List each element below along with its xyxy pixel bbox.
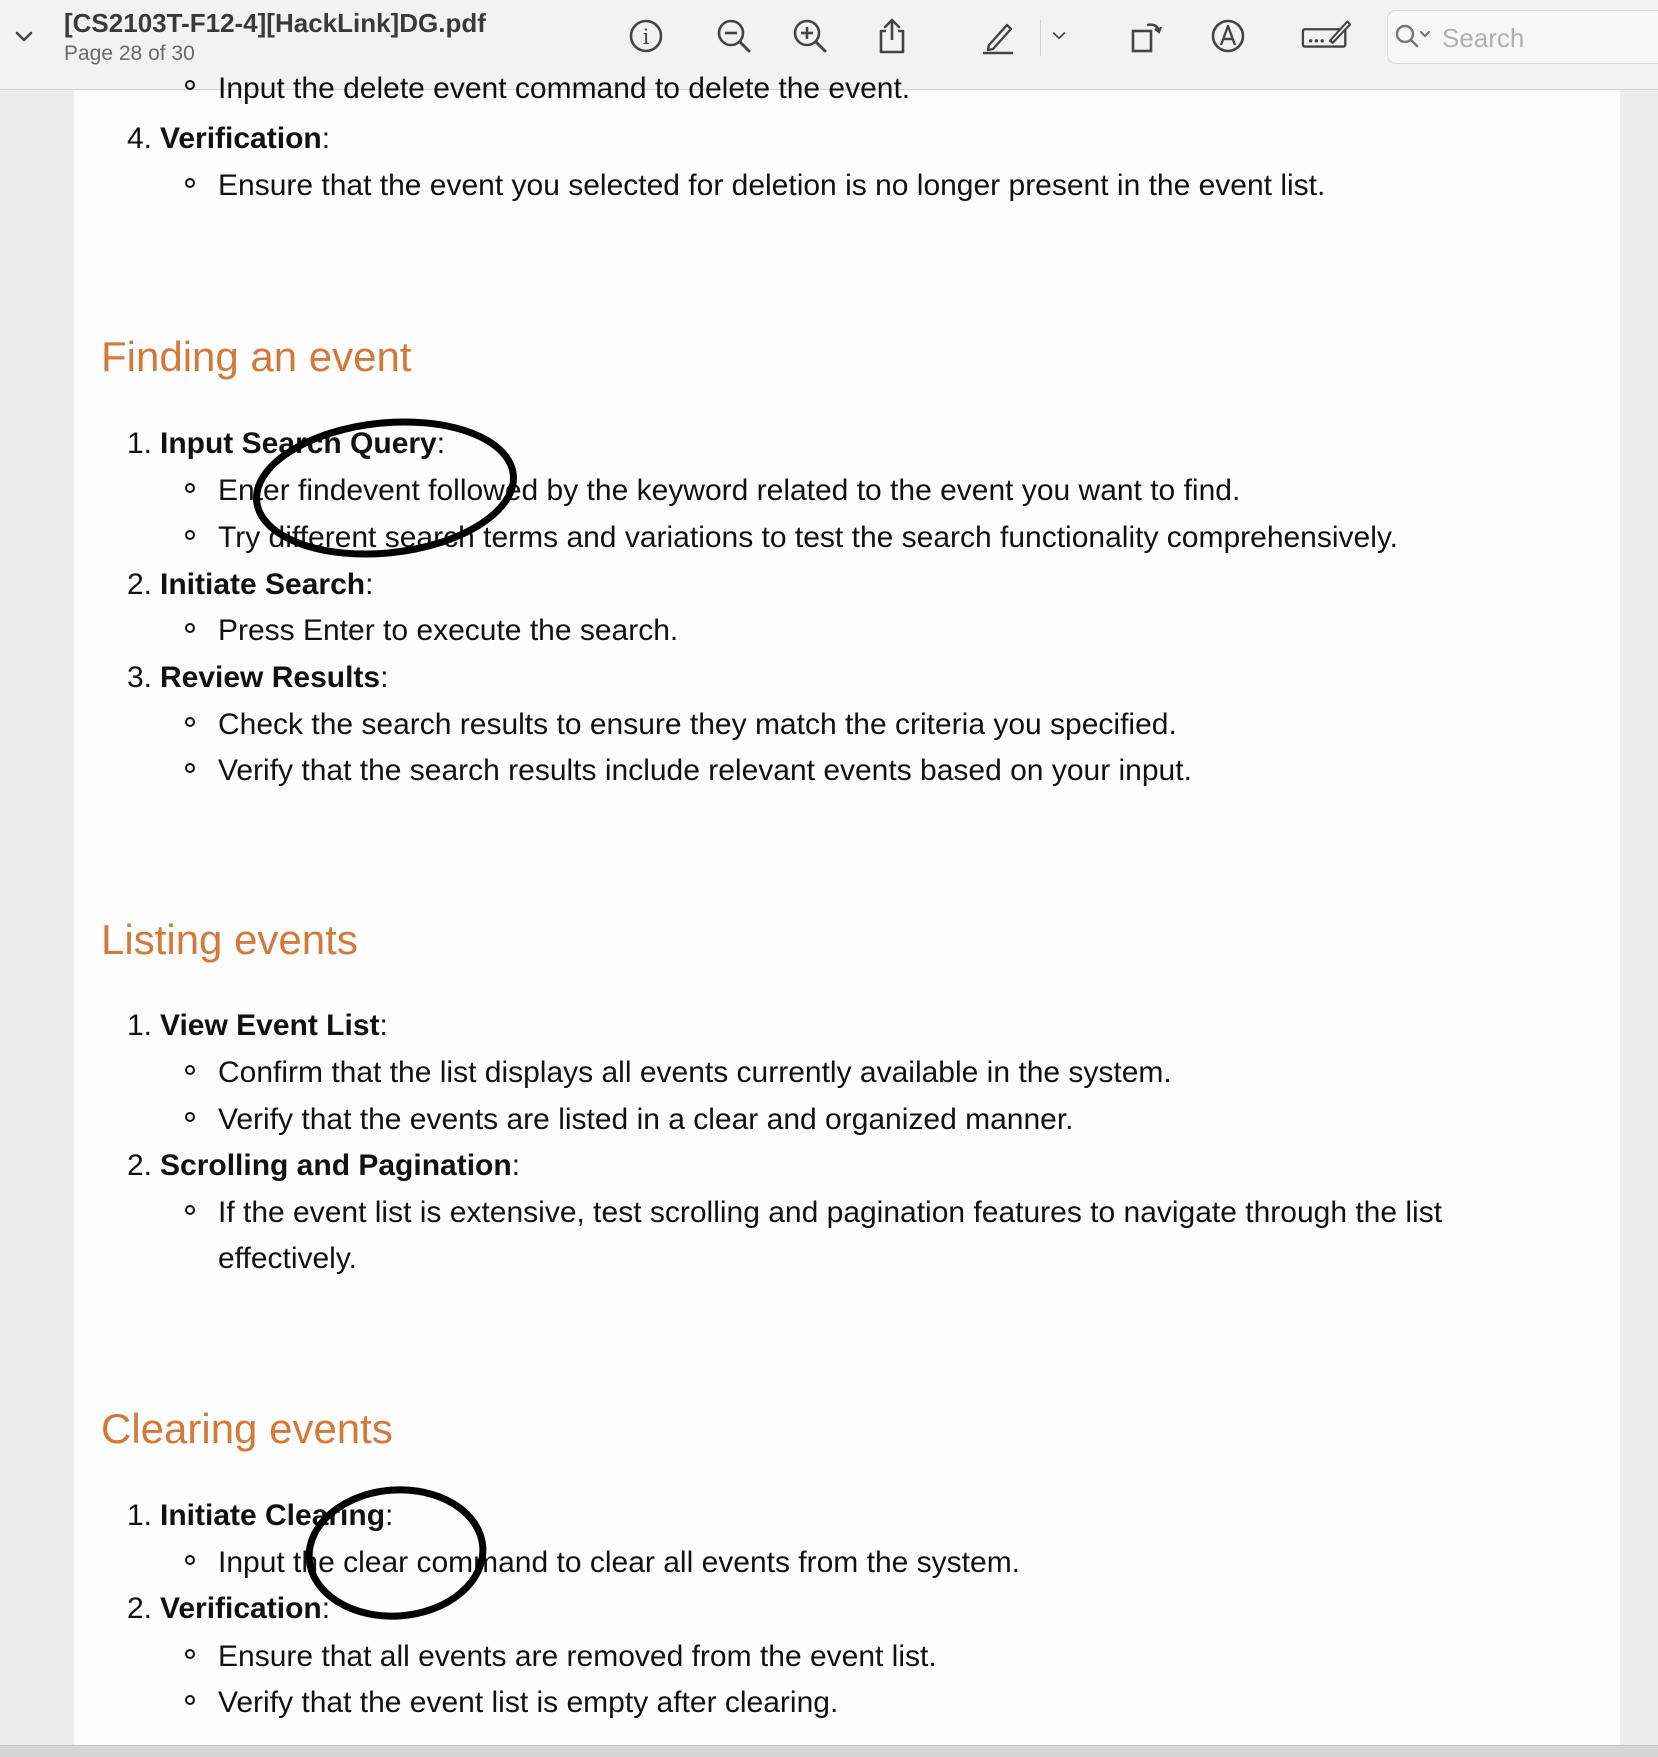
list-number: 1.	[127, 1499, 153, 1532]
list-item-title: Verification:	[160, 1592, 331, 1625]
bullet-marker	[185, 80, 195, 90]
list-bullet: Press Enter to execute the search.	[218, 614, 679, 647]
section-heading: Finding an event	[101, 333, 412, 380]
list-number: 2.	[127, 568, 153, 601]
list-bullet: Input the clear command to clear all events from the system.	[218, 1546, 1021, 1579]
bullet-marker	[185, 763, 195, 773]
bottom-edge	[0, 1745, 1658, 1757]
list-bullet: Enter findevent followed by the keyword related to the event you want to find.	[218, 474, 1241, 507]
list-bullet: Verify that the search results include relevant events based on your input.	[218, 754, 1192, 787]
search-field[interactable]	[1387, 10, 1658, 64]
annotate-icon[interactable]	[1206, 14, 1250, 58]
list-number: 1.	[127, 1009, 153, 1042]
form-signature-icon[interactable]	[1300, 14, 1354, 58]
page-indicator: Page 28 of 30	[64, 42, 195, 65]
share-icon[interactable]	[870, 14, 914, 58]
list-number: 3.	[127, 661, 153, 694]
bullet-marker	[185, 483, 195, 493]
bullet-marker	[185, 1695, 195, 1705]
search-input[interactable]	[1440, 19, 1658, 57]
markup-pen-icon[interactable]	[976, 14, 1020, 58]
zoom-out-icon[interactable]	[712, 14, 756, 58]
zoom-in-icon[interactable]	[788, 14, 832, 58]
list-number: 2.	[127, 1592, 153, 1625]
sidebar-toggle-chevron-icon[interactable]	[12, 24, 36, 48]
markup-options-chevron-icon[interactable]	[1044, 14, 1074, 58]
page-content	[74, 72, 1620, 1745]
list-bullet: Ensure that all events are removed from the event list.	[218, 1640, 937, 1673]
list-item-title: View Event List:	[160, 1009, 388, 1042]
svg-text:i: i	[642, 25, 650, 49]
list-number: 4.	[127, 122, 153, 155]
toolbar-separator	[1040, 20, 1041, 56]
bullet-marker	[185, 1649, 195, 1659]
list-item-title: Review Results:	[160, 661, 389, 694]
bullet-marker	[185, 1112, 195, 1122]
list-bullet: Try different search terms and variations to test the search functionality comprehensively.	[218, 521, 1398, 554]
document-title: [CS2103T-F12-4][HackLink]DG.pdf	[64, 8, 486, 38]
pdf-page	[74, 72, 1620, 1745]
rotate-icon[interactable]	[1124, 14, 1168, 58]
list-bullet-continuation: effectively.	[218, 1242, 357, 1275]
list-bullet: Ensure that the event you selected for deletion is no longer present in the event list.	[218, 169, 1326, 202]
list-bullet: Verify that the event list is empty after clearing.	[218, 1686, 839, 1719]
list-bullet: Verify that the events are listed in a clear and organized manner.	[218, 1103, 1074, 1136]
list-item-title: Input Search Query:	[160, 427, 446, 460]
section-heading: Listing events	[101, 916, 358, 963]
list-number: 1.	[127, 427, 153, 460]
list-bullet: Confirm that the list displays all events currently available in the system.	[218, 1056, 1172, 1089]
list-bullet-cut: Input the delete event command to delete the event.	[218, 72, 911, 105]
list-bullet: Check the search results to ensure they match the criteria you specified.	[218, 708, 1177, 741]
bullet-marker	[185, 530, 195, 540]
search-icon	[1394, 23, 1434, 51]
list-item-title: Scrolling and Pagination:	[160, 1149, 521, 1182]
list-item-title: Verification:	[160, 122, 331, 155]
list-item-title: Initiate Search:	[160, 568, 374, 601]
list-number: 2.	[127, 1149, 153, 1182]
section-heading: Clearing events	[101, 1405, 393, 1452]
bullet-marker	[185, 1555, 195, 1565]
bullet-marker	[185, 623, 195, 633]
bullet-marker	[185, 178, 195, 188]
info-icon[interactable]	[624, 14, 668, 58]
bullet-marker	[185, 1205, 195, 1215]
list-item-title: Initiate Clearing:	[160, 1499, 394, 1532]
bullet-marker	[185, 717, 195, 727]
list-bullet: If the event list is extensive, test scrolling and pagination features to navigate through the list	[218, 1196, 1443, 1229]
bullet-marker	[185, 1065, 195, 1075]
